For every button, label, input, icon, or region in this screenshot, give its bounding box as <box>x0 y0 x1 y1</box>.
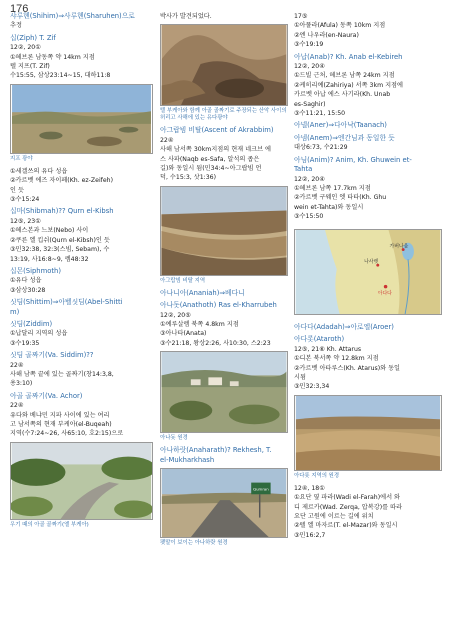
entry-heading: 아넴(Anem)⇒엔간님과 동일한 듯 <box>294 133 395 142</box>
anathoth-photo <box>160 351 288 433</box>
region-map <box>294 229 442 315</box>
entry-line: ③민16:2,7 <box>294 531 326 539</box>
entry-line: ③수15:50 <box>294 213 324 221</box>
entry-line: 카르벳 아납 에스 사기라(Kh. Unab <box>294 91 391 99</box>
road-sign-text: Qumran <box>253 486 269 492</box>
entry-line: 12②, 20④ <box>294 175 325 183</box>
entry-line: 12②, 20① <box>10 44 41 52</box>
entry-line: 시됨 <box>294 373 306 381</box>
column-2 <box>160 12 288 642</box>
entry-heading-cont: el-Mukharkhash <box>160 455 215 464</box>
entry-line: ①헤스본과 느보(Nebo) 사이 <box>10 227 89 235</box>
akrabbim-ascent-photo <box>160 186 288 276</box>
column-3 <box>294 12 442 642</box>
ataroth-photo <box>294 395 442 471</box>
entry-line: 12⑤, 21⑥ Kh. Attarus <box>294 345 362 353</box>
entry-line: ②카르벳 에즈 자이페(Kh. ez-Zeifeh) <box>10 177 113 185</box>
entry-line: ③민32:3,34 <box>294 383 330 391</box>
entry-adadah <box>294 323 442 332</box>
entry-jabbok-road <box>294 484 442 540</box>
entry-line: ①세겔쓰의 유다 성읍 <box>10 167 68 175</box>
entry-line: ①유다 성읍 <box>10 277 42 285</box>
achor-valley-photo <box>10 442 153 520</box>
entry-line: 디 제르카(Wad. Zerqa, 압복강)를 따라 <box>294 503 403 511</box>
anaharath-road-photo <box>160 468 288 538</box>
entry-ananiah <box>160 289 288 298</box>
entry-akrabbim <box>160 126 288 182</box>
entry-line: ②쿠른 엘 킵쉬(Qurn el-Kibsh)인 듯 <box>10 236 110 244</box>
photo-caption: 지프 광야 <box>10 155 33 162</box>
entry-shihim <box>10 12 153 31</box>
entry-heading: 십(Ziph) T. Zif <box>10 33 56 42</box>
entry-shibmah <box>10 207 153 263</box>
entry-line: 추정 <box>10 22 22 30</box>
entry-line: ③삼상30:28 <box>10 286 46 294</box>
entry-anaharath-cont <box>294 12 442 50</box>
entry-line: 22④ <box>10 361 24 369</box>
entry-line: ②카르벳 아타루스(Kh. Atarus)와 동일 <box>294 364 401 372</box>
entry-ataroth <box>294 335 442 391</box>
entry-heading: 아님(Anim)? Anim, Kh. Ghuwein et- <box>294 155 412 164</box>
ziph-wilderness-photo <box>10 84 153 154</box>
entry-ziph-2 <box>10 167 153 205</box>
entry-line: ②텔 엘 마자르(T. el-Mazar)와 동일시 <box>294 522 398 530</box>
entry-line: wein et-Tahta)와 동일시 <box>294 203 364 211</box>
entry-heading: 아나돗(Anathoth) Ras el-Kharrubeh <box>160 301 277 310</box>
entry-heading-cont: Tahta <box>294 165 313 174</box>
entry-line: 스 사파(Naqb es-Safa, 알석의 좁은 <box>160 155 260 163</box>
column-1 <box>10 12 153 642</box>
entry-ziddim <box>10 320 153 348</box>
entry-heading: 싯딤(Ziddim) <box>10 319 53 328</box>
entry-line: ②케히리예(Zahiriya) 서쪽 3km 지점에 <box>294 81 404 89</box>
photo-caption: 팻말이 보이는 아나하랏 원경 <box>160 540 228 547</box>
entry-anim <box>294 156 442 222</box>
entry-line: 12②, 20④ <box>294 63 325 71</box>
entry-line: 12⑤, 23① <box>10 217 41 225</box>
entry-line: ①디본 북서쪽 약 12.8km 지점 <box>294 355 379 363</box>
entry-line: ③아나타(Anata) <box>160 330 207 338</box>
entry-line: ①드빌 근처, 헤브론 남쪽 24km 지점 <box>294 72 395 80</box>
entry-line: 22④ <box>10 402 24 410</box>
entry-line: 고 남서쪽의 현재 부케아(el-Buqeah) <box>10 421 112 428</box>
entry-heading: 아다다(Adadah)⇒아로엘(Aroer) <box>294 322 394 331</box>
entry-heading: 십몬(Siphmoth) <box>10 266 62 275</box>
entry-line: 13:19, 사16:8~9, 렘48:32 <box>10 255 89 263</box>
entry-line: 사해 남서쪽 30km지점의 현재 네크브 에 <box>160 146 271 154</box>
entry-heading: 아골 골짜기(Va. Achor) <box>10 391 83 400</box>
entry-line: ②카르벳 구웨인 엣 타타(Kh. Ghu <box>294 194 387 202</box>
entry-line: 길)와 동일시 됨(민34:4~아그랍빔 언 <box>160 165 262 173</box>
photo-caption: 아그랍빔 비탈 지역 <box>160 277 206 284</box>
entry-line: 12④, 18① <box>294 484 325 492</box>
entry-anab <box>294 53 442 119</box>
entry-achor <box>10 392 153 439</box>
entry-heading: 샤루헨(Shihim)⇒사루헨(Sharuhen)으로 <box>10 12 135 20</box>
entry-line: ②엔 나우라(en-Naura) <box>294 31 359 39</box>
entry-line: ③수21:18, 왕상2:26, 사10:30, 스2:23 <box>160 339 271 347</box>
entry-line: 인 듯 <box>10 186 24 194</box>
entry-line: ①아풀라(Afula) 동쪽 10km 지점 <box>294 22 386 30</box>
entry-heading: 아나하랏(Anaharath)? Rekhesh, T. <box>160 446 272 455</box>
entry-line: 12②, 20⑤ <box>160 311 191 319</box>
entry-line: es-Saghir) <box>294 100 326 108</box>
photo-caption: 아다롯 지역의 원경 <box>294 472 340 479</box>
entry-line: 요단 고원에 이르는 길에 위치 <box>294 513 374 520</box>
photo-caption: 텔 부케아와 함께 아골 골짜기로 주장되는 산악 사이의 허리고 사해에 있는 유다광야 <box>160 108 287 122</box>
entry-line: ①납달리 지역의 성읍 <box>10 330 68 338</box>
entry-line: 덕, 수15:3, 삿1:36) <box>160 174 217 182</box>
entry-line: ①요단 옆 파라(Wadi el-Farah)에서 와 <box>294 494 401 502</box>
entry-line: 유다와 베냐민 지파 사이에 있는 여리 <box>10 411 110 419</box>
entry-siphmoth <box>10 267 153 295</box>
entry-anathoth <box>160 301 288 348</box>
entry-line: 대상6:73, 수21:29 <box>294 144 348 152</box>
entry-line: ③민32:38, 32:3(스빔, Sebam), 수 <box>10 246 110 254</box>
entry-line: ③수11:21, 15:50 <box>294 110 346 118</box>
entry-heading: 십마(Shibmah)?? Qurn el-Kibsh <box>10 207 114 216</box>
entry-heading: 아다롯(Ataroth) <box>294 335 345 344</box>
map-label: 가버나움 <box>389 243 409 250</box>
judean-wilderness-photo <box>160 24 288 106</box>
entry-line: 용3:10) <box>10 380 33 388</box>
entry-line: 텔 지프(T. Zif) <box>10 63 50 71</box>
entry-heading: 아그랍빔 비탈(Ascent of Akrabbim) <box>160 126 274 135</box>
entry-line: ③수15:24 <box>10 196 40 204</box>
entry-heading: 아넬(Aner)⇒다아낙(Taanach) <box>294 121 387 130</box>
entry-line: ①예루살렘 북쪽 4.8km 지점 <box>160 321 239 329</box>
entry-anaharath <box>160 446 288 465</box>
photo-caption: 우기 때의 아골 골짜기(엘 부케아) <box>10 521 89 528</box>
entry-line: ①헤브론 남쪽 17.7km 지점 <box>294 184 371 192</box>
entry-line: 수15:55, 삼상23:14~15, 대하11:8 <box>10 72 111 80</box>
entry-heading: 아납(Anab)? Kh. Anab el-Kebireh <box>294 52 403 61</box>
entry-line: ③수19:35 <box>10 339 40 347</box>
entry-ziph <box>10 34 153 81</box>
entry-heading: 싯딤(Shittim)⇒아벨싯딤(Abel-Shitti <box>10 298 123 307</box>
entry-heading: 아나니아(Ananiah)⇒베다니 <box>160 288 245 297</box>
entry-siddim <box>10 351 153 389</box>
entry-aner <box>294 121 442 130</box>
entry-shittim <box>10 298 153 317</box>
continued-text: 박사가 발견되었다. <box>160 13 212 20</box>
map-label: 나사렛 <box>364 258 379 265</box>
entry-line: 사해 남쪽 끝에 있는 골짜기(창14:3,8, <box>10 370 114 378</box>
entry-line: 지역(수7:24~26, 사65:10, 호2:15)으로 <box>10 430 124 438</box>
page-number: 176 <box>10 3 29 15</box>
entry-heading-cont: m) <box>10 307 20 316</box>
entry-line: ①헤브론 남동쪽 약 14km 지점 <box>10 53 95 61</box>
entry-heading: 싯딤 골짜기(Va. Siddim)?? <box>10 351 94 360</box>
entry-line: 22④ <box>160 136 174 144</box>
entry-line: ③수19:19 <box>294 41 324 49</box>
map-label: 아다다 <box>377 289 392 296</box>
photo-caption: 아나돗 원경 <box>160 435 188 442</box>
entry-anem <box>294 134 442 153</box>
entry-line: 17⑤ <box>294 13 308 20</box>
